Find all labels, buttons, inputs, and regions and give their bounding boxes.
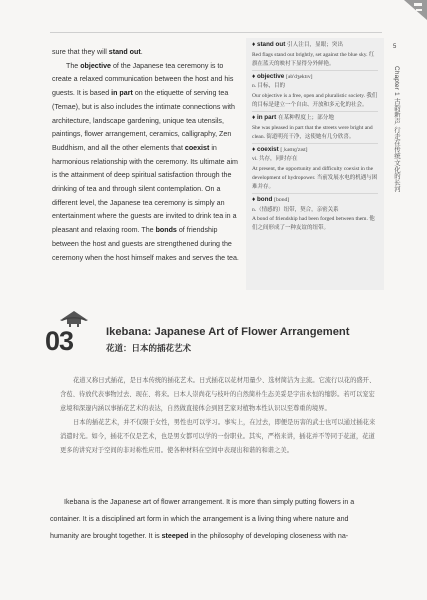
keyword-bonds: bonds (155, 226, 177, 235)
paragraph-ikebana (50, 494, 376, 546)
keyword-objective: objective (80, 61, 111, 70)
glossary-example: A bond of friendship had been forged between them. 他们之间形成了一种友谊的纽带。 (252, 215, 375, 232)
glossary-entry (252, 145, 378, 192)
glossary-headword: ♦ bond (252, 196, 273, 204)
section-title-chinese: 花道：日本的插花艺术 (106, 343, 192, 353)
glossary-headword-row (252, 40, 378, 51)
glossary-phonetic: [ˌkəʊɪɡ'zɪst] (280, 146, 308, 153)
glossary-divider (252, 111, 378, 112)
page-number: 5 (393, 44, 397, 50)
glossary-sense: vi. 共存，同时存在 (252, 156, 298, 163)
text-run: The (66, 61, 81, 70)
glossary-headword-row (252, 145, 378, 156)
glossary-sense: 引人注目，显眼；突出 (287, 42, 343, 48)
glossary-headword: ♦ stand out (252, 41, 286, 48)
main-english-text (52, 46, 245, 265)
text-run: on the etiquette of serving tea (Temae), but is also includes the intimate connections with architecture, landscape gardening, unique tea utensils, paintings, flower arrangement, ceramics, calligraphy, Zen Buddhism, and all the other elements that (52, 89, 235, 152)
text-run: of friendship between the host and guests are strengthened during the ceremony when the host himself makes and serves the tea. (52, 226, 239, 262)
text-run: of the Japanese tea ceremony is to create a relaxed communication between the host and his guests. It is based (52, 61, 234, 98)
glossary-example: Red flags stand out brightly, set against the blue sky. 红旗在蓝天的映衬下显得分外鲜艳。 (252, 51, 375, 67)
paragraph-tea-ceremony (52, 60, 245, 266)
glossary-headword: ♦ in part (252, 114, 277, 122)
keyword-steeped: steeped (161, 532, 189, 541)
text-run: in harmonious relationship with the ceremony. Its ultimate aim is the attainment of deep spiritual satisfaction through the drinking of tea and through silent contemplation. On a different level, the Japanese tea ceremony is simply an entertainment where the guests are invited to drink tea in a pleasant and relaxing room. The (52, 143, 238, 235)
glossary-phonetic: [əb'dʒektɪv] (286, 73, 313, 80)
glossary-sense: n.（情感的）纽带，契合，亲密关系 (252, 206, 339, 213)
chinese-paragraph: 日本的插花艺术，并不仅限于女性，男性也可以学习。事实上，在过去，即便是历害的武士也可以通过插花来消遣时光。如今，插花不仅是艺术，也是男女都可以学的一份职业。其实，严格来讲，插花并不等同于花道，花道更多的讲究对于空间的非对称性应用。使各种材料在空间中表现出和谐的和谐之美。 (60, 418, 376, 454)
glossary-entry (252, 195, 378, 233)
glossary-headword-row (252, 195, 378, 206)
glossary-divider (252, 143, 378, 144)
chapter-tab: Chapter 1 古韵新声 行走在传统文化的长河 (393, 66, 400, 193)
glossary-example: She was pleased in part that the streets were bright and clean. 街道明亮干净，这使她有几分欣喜。 (252, 124, 373, 140)
text-run: . (140, 48, 143, 56)
glossary-divider (252, 193, 378, 194)
keyword-in-part: in part (111, 89, 133, 98)
section-title-english: Ikebana: Japanese Art of Flower Arrangement (106, 326, 350, 338)
glossary-sense: n. 目标，目的 (252, 83, 286, 90)
keyword-stand-out: stand out (108, 48, 141, 56)
chinese-paragraph: 花道又称日式插花，是日本传统的插花艺术。日式插花以花材用量少、选材简洁为主流。它流行以花的盛开、含苞、待放代表事物过去、现在、将来。日本人崇尚花与枝叶的自然简朴生态美妥是宇宙永恒的缩影。若可以宠宏意境和深邃内涵以事插花艺术的表达，自然做直接体会到回艺家对植物本性认识以至尊重的境界。 (60, 377, 376, 412)
vocabulary-sidebar (246, 38, 384, 290)
glossary-divider (252, 70, 378, 71)
page-corner-mark-icon (400, 0, 427, 22)
section-number: 03 (45, 326, 74, 356)
glossary-entry (252, 72, 378, 110)
glossary-headword-row (252, 72, 378, 83)
keyword-coexist: coexist (184, 143, 210, 152)
glossary-entry (252, 40, 378, 69)
text-run: Ikebana is the Japanese art of flower arrangement. It is more than simply putting flowers in a container. It is a disciplined art form in which the arrangement is a living thing where nature and humanity are brought together. It is (50, 498, 355, 541)
glossary-example: Our objective is a free, open and pluralistic society. 我们的目标是建立一个自由、开放和多元化的社会。 (252, 92, 378, 108)
glossary-headword: ♦ coexist (252, 145, 279, 153)
glossary-sense: 在某种程度上；部分地 (277, 115, 334, 122)
text-run: in the philosophy of developing closeness with na- (188, 532, 349, 541)
glossary-headword: ♦ objective (252, 72, 285, 80)
chinese-text-block (60, 374, 378, 457)
text-run: sure that they will (52, 48, 109, 56)
section-heading (45, 318, 385, 358)
glossary-headword-row (252, 113, 378, 124)
glossary-phonetic: [bɒnd] (274, 197, 290, 204)
ikebana-english-text (50, 494, 376, 546)
paragraph-continuation (52, 46, 245, 60)
glossary-example: At present, the opportunity and difficulty coexist in the development of hydropower. 当前发展水电的机遇与困难并存。 (252, 165, 378, 191)
header-rule (50, 32, 382, 33)
glossary-entry (252, 113, 378, 142)
